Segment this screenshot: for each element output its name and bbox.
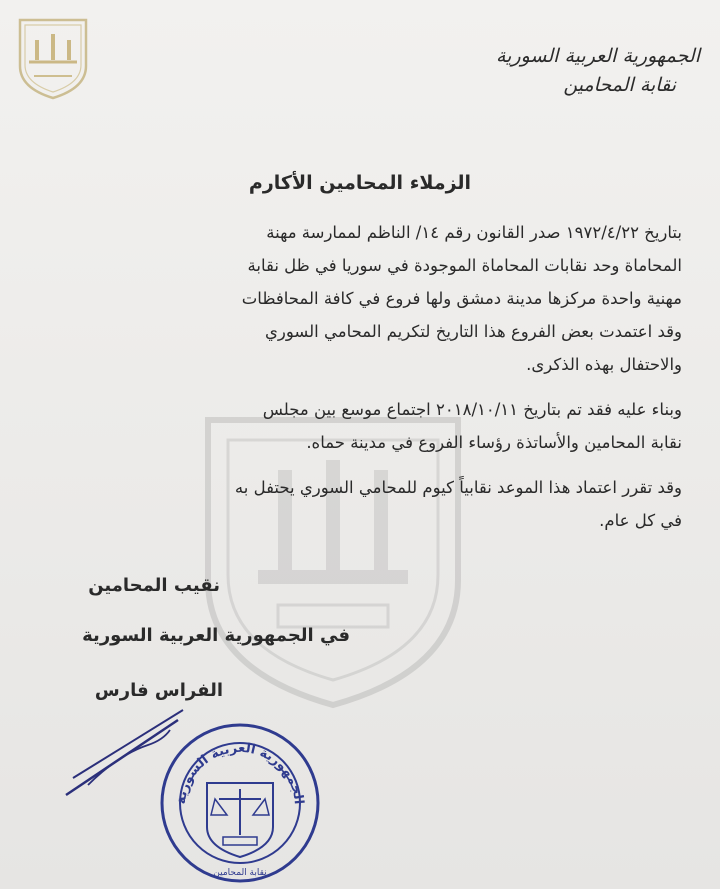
signature-country: في الجمهورية العربية السورية [82, 625, 350, 646]
bar-association-logo-icon [14, 14, 92, 100]
body-line: في كل عام. [599, 511, 682, 530]
body-line: وبناء عليه فقد تم بتاريخ ٢٠١٨/١٠/١١ اجتماع موسع بين مجلس [262, 400, 682, 419]
signature-name: الفراس فارس [94, 680, 223, 701]
body-line: وقد تقرر اعتماد هذا الموعد نقابياً كيوم للمحامي السوري يحتفل به [234, 478, 682, 497]
body-line: والاحتفال بهذه الذكرى. [526, 355, 682, 374]
salutation: الزملاء المحامين الأكارم [248, 172, 472, 194]
body-line: المحاماة وحد نقابات المحاماة الموجودة في سوريا في ظل نقابة [247, 256, 682, 275]
body-line: وقد اعتمدت بعض الفروع هذا التاريخ لتكريم المحامي السوري [265, 322, 682, 341]
stamp-ring-text: الجمهورية العربية السورية [173, 740, 306, 805]
body-line: نقابة المحامين والأساتذة رؤساء الفروع في مدينة حماه. [306, 433, 682, 452]
letterhead-country: الجمهورية العربية السورية [495, 45, 700, 67]
body-line: مهنية واحدة مركزها مدينة دمشق ولها فروع في كافة المحافظات [241, 289, 682, 308]
stamp-inner-text: نقابة المحامين [213, 868, 267, 878]
signature-title: نقيب المحامين [88, 575, 220, 596]
letterhead [496, 42, 700, 100]
letterhead-union: نقابة المحامين [563, 74, 676, 96]
official-stamp-icon [155, 715, 325, 889]
letter-body [32, 216, 682, 537]
body-line: بتاريخ ١٩٧٢/٤/٢٢ صدر القانون رقم ١٤/ الناظم لممارسة مهنة [266, 223, 682, 242]
